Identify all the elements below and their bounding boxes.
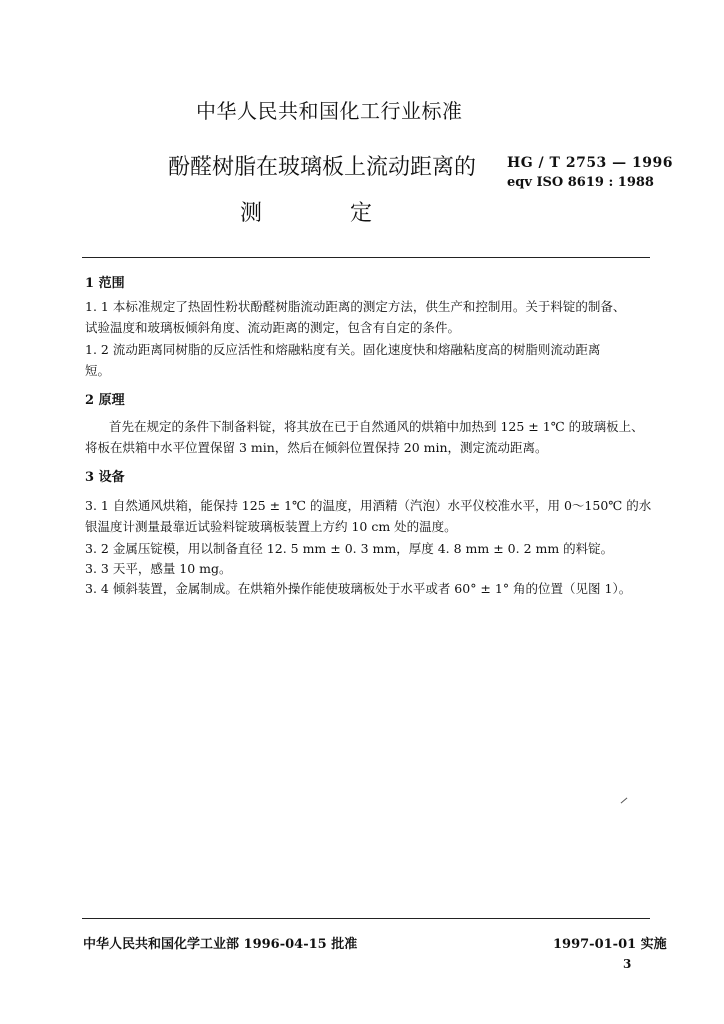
section-2-title: 2 原理 bbox=[85, 393, 125, 408]
clause-1-1-line2: 试验温度和玻璃板倾斜角度、流动距离的测定，包含有自定的条件。 bbox=[85, 320, 461, 335]
footer-divider bbox=[82, 918, 650, 919]
section-2-line1: 首先在规定的条件下制备料锭，将其放在已于自然通风的烘箱中加热到 125 ± 1℃ 的玻璃板上、 bbox=[109, 419, 644, 434]
clause-3-2: 3. 2 金属压锭模，用以制备直径 12. 5 mm ± 0. 3 mm，厚度 4. 8 mm ± 0. 2 mm 的料锭。 bbox=[85, 541, 614, 556]
equivalent-standard: eqv ISO 8619 : 1988 bbox=[507, 175, 654, 190]
header-divider bbox=[82, 257, 650, 258]
document-title-line2-part2: 定 bbox=[350, 201, 373, 226]
standard-org-header: 中华人民共和国化工行业标准 bbox=[196, 99, 463, 123]
section-2-line2: 将板在烘箱中水平位置保留 3 min，然后在倾斜位置保持 20 min，测定流动距离。 bbox=[85, 440, 548, 455]
document-title-line2-part1: 测 bbox=[240, 201, 263, 226]
clause-1-2-line1: 1. 2 流动距离同树脂的反应活性和熔融粘度有关。固化速度快和熔融粘度高的树脂则流动距离 bbox=[85, 342, 601, 357]
section-1-title: 1 范围 bbox=[85, 276, 125, 291]
clause-3-1-line1: 3. 1 自然通风烘箱，能保持 125 ± 1℃ 的温度，用酒精（汽泡）水平仪校准水平，用 0～150℃ 的水 bbox=[85, 498, 652, 513]
scan-mark bbox=[621, 798, 628, 804]
clause-3-4: 3. 4 倾斜装置，金属制成。在烘箱外操作能使玻璃板处于水平或者 60° ± 1° 角的位置（见图 1）。 bbox=[85, 581, 632, 596]
effective-date: 1997-01-01 实施 bbox=[553, 937, 667, 952]
section-3-title: 3 设备 bbox=[85, 470, 125, 485]
document-title-line1: 酚醛树脂在玻璃板上流动距离的 bbox=[168, 155, 477, 180]
approval-date: 中华人民共和国化学工业部 1996-04-15 批准 bbox=[83, 937, 358, 952]
clause-3-3: 3. 3 天平，感量 10 mg。 bbox=[85, 561, 232, 576]
clause-1-2-line2: 短。 bbox=[85, 363, 111, 378]
standard-code: HG / T 2753 — 1996 bbox=[507, 155, 674, 171]
clause-1-1-line1: 1. 1 本标准规定了热固性粉状酚醛树脂流动距离的测定方法，供生产和控制用。关于料锭的制备、 bbox=[85, 299, 626, 314]
page-number: 3 bbox=[623, 957, 632, 971]
clause-3-1-line2: 银温度计测量最靠近试验料锭玻璃板装置上方约 10 cm 处的温度。 bbox=[85, 519, 457, 534]
